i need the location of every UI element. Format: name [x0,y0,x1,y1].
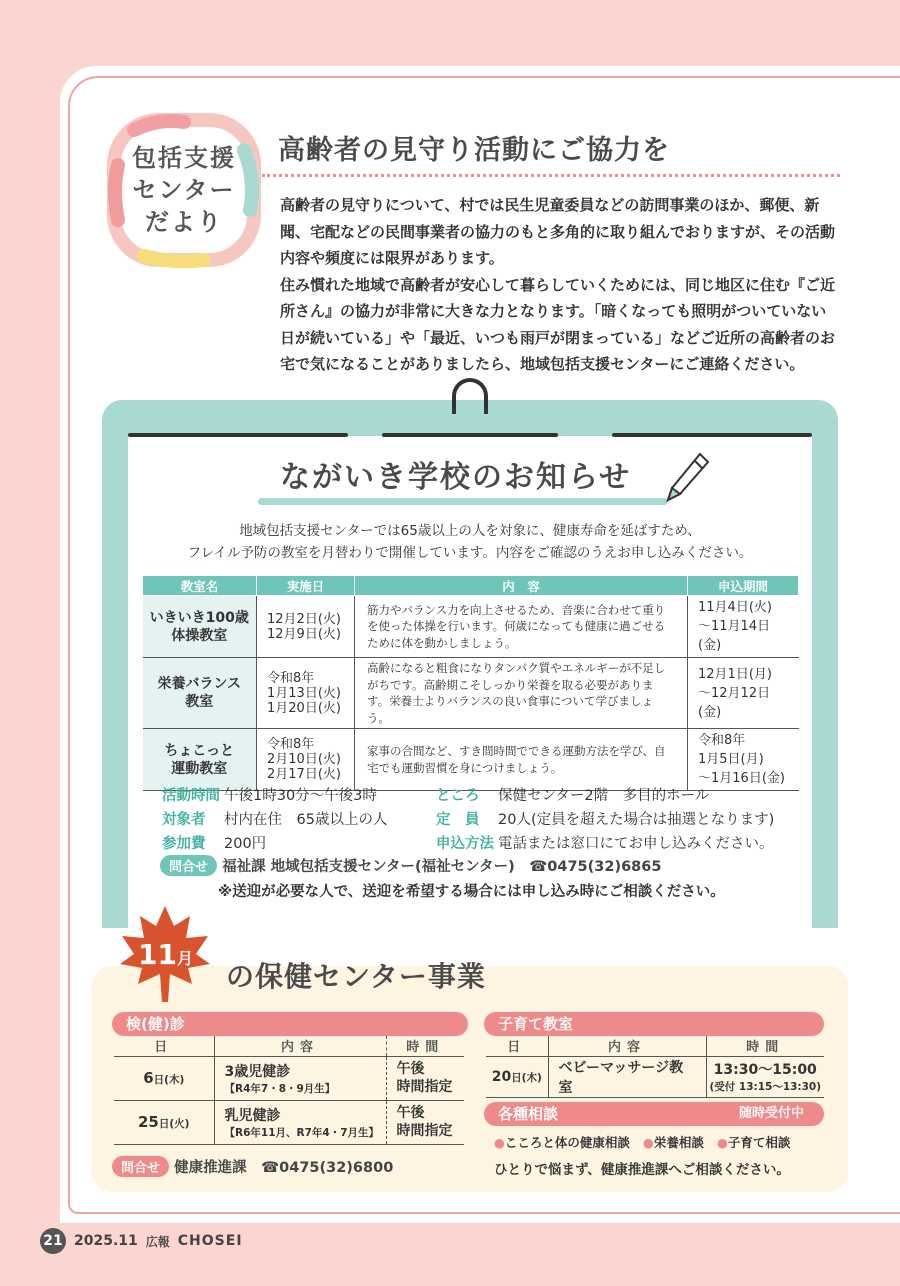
page-number: 21 [40,1228,66,1254]
info-place: ところ 保健センター2階 多目的ホール [436,788,710,804]
contact-pill: 問合せ [160,855,217,876]
class-period: 令和8年 1月5日(月) ～1月16日(金) [688,729,799,791]
description-line: 地域包括支援センターでは65歳以上の人を対象に、健康寿命を延ばすため、 [239,523,701,539]
school-contact [160,855,661,876]
class-dates: 令和8年 2月10日(火) 2月17日(火) [257,729,355,791]
page-footer [40,1228,243,1254]
header-day: 日 [114,1036,214,1056]
info-capacity: 定 員 20人(定員を超えた場合は抽選となります) [436,812,775,828]
school-description [140,520,800,564]
contact-text: 健康推進課 ☎0475(32)6800 [174,1160,394,1176]
hanger-hook-icon [452,378,488,414]
badge-line: だより [145,208,223,236]
contact-pill: 問合せ [112,1156,169,1177]
header-period: 申込期間 [688,576,799,596]
school-title: ながいき学校のお知らせ [280,460,632,495]
board-edge [128,433,348,437]
class-period: 12月1日(月) ～12月12日(金) [688,658,799,729]
table-header-row [143,576,799,596]
table-row [143,596,799,658]
header-time: 時間 [706,1036,824,1056]
class-dates: 令和8年 1月13日(火) 1月20日(火) [257,658,355,729]
class-content: 家事の合間など、すき間時間でできる運動方法を学び、自宅でも運動習慣を身につけましょう。 [355,729,688,791]
badge-text [104,110,264,270]
table-row [143,729,799,791]
issue-date: 2025.11 [74,1233,138,1249]
table-row [143,658,799,729]
header-content: 内容 [214,1036,386,1056]
header-time: 時間 [386,1036,464,1056]
brand-logo: CHOSEI [177,1233,243,1249]
health-contact [112,1156,393,1177]
article-paragraph: 高齢者の見守りについて、村では民生児童委員などの訪問事業のほか、郵便、新聞、宅配などの民間事業者の協力のもと多角的に取り組んでおりますが、その活動内容や頻度には限界があります。 [280,196,836,267]
class-name: ちょこっと 運動教室 [143,729,257,791]
table-row: 25日(火) 乳児健診 【R6年11月、R7年4・7月生】 午後 時間指定 [114,1100,464,1144]
consult-note: ひとりで悩まず、健康推進課へご相談ください。 [494,1162,790,1178]
info-target: 対象者 村内在住 65歳以上の人 [162,812,388,828]
checkup-bar: 検(健)診 [112,1012,468,1036]
kids-class-bar: 子育て教室 [484,1012,824,1036]
info-fee: 参加費 200円 [162,836,267,852]
health-title: の保健センター事業 [226,960,486,993]
class-period: 11月4日(火) ～11月14日(金) [688,596,799,658]
info-apply: 申込方法 電話または窓口にてお申し込みください。 [436,836,774,852]
class-content: 筋力やバランス力を向上させるため、音楽に合わせて重りを使った体操を行います。何歳になっても健康に過ごせるために体を動かしましょう。 [355,596,688,658]
class-name: 栄養バランス 教室 [143,658,257,729]
header-day: 日 [486,1036,548,1056]
class-schedule-table [142,575,799,791]
board-edge [382,433,558,437]
table-header-row [114,1036,464,1056]
month-number: 11月 [138,938,193,971]
board-edge [612,433,812,437]
checkup-table [114,1036,464,1145]
info-time: 活動時間 午後1時30分～午後3時 [162,788,377,804]
consult-items: ●こころと体の健康相談 ●栄養相談 ●子育て相談 [494,1135,791,1150]
header-name: 教室名 [143,576,257,596]
transport-note: ※送迎が必要な人で、送迎を希望する場合には申し込み時にご相談ください。 [218,884,725,900]
header-date: 実施日 [257,576,355,596]
magazine-label: 広報 [145,1234,170,1249]
title-underline [258,498,668,505]
center-badge [104,110,264,270]
dotted-divider [262,174,840,177]
badge-line: 包括支援 [132,144,236,172]
badge-line: センター [132,176,236,204]
header-content: 内 容 [355,576,688,596]
description-line: フレイル予防の教室を月替わりで開催しています。内容をご確認のうえお申し込みください。 [187,545,753,561]
class-dates: 12月2日(火) 12月9日(火) [257,596,355,658]
table-header-row [486,1036,824,1056]
kids-class-table [486,1036,824,1098]
article-paragraph: 住み慣れた地域で高齢者が安心して暮らしていくためには、同じ地区に住む『ご近所さん』の協力が非常に大きな力となります。「暗くなっても照明がついていない日が続いている」や「最近、いつも雨戸が閉まっている」などご近所の高齢者のお宅で気になることがありましたら、地域包括支援センターにご連絡ください。 [280,275,836,373]
table-row: 6日(木) 3歳児健診 【R4年7・8・9月生】 午後 時間指定 [114,1056,464,1100]
class-content: 高齢になると粗食になりタンパク質やエネルギーが不足しがちです。高齢期こそしっかり栄養を取る必要があります。栄養士よりバランスの良い食事について学びましょう。 [355,658,688,729]
pen-icon [660,448,710,504]
table-row: 20日(木) ベビーマッサージ教室 13:30～15:00 (受付 13:15～13:30) [486,1056,824,1097]
article-body [280,192,840,378]
article-title: 高齢者の見守り活動にご協力を [278,135,670,166]
contact-text: 福祉課 地域包括支援センター(福祉センター) ☎0475(32)6865 [222,859,662,875]
consult-bar: 各種相談 随時受付中 [484,1102,824,1126]
class-name: いきいき100歳 体操教室 [143,596,257,658]
header-content: 内容 [548,1036,706,1056]
